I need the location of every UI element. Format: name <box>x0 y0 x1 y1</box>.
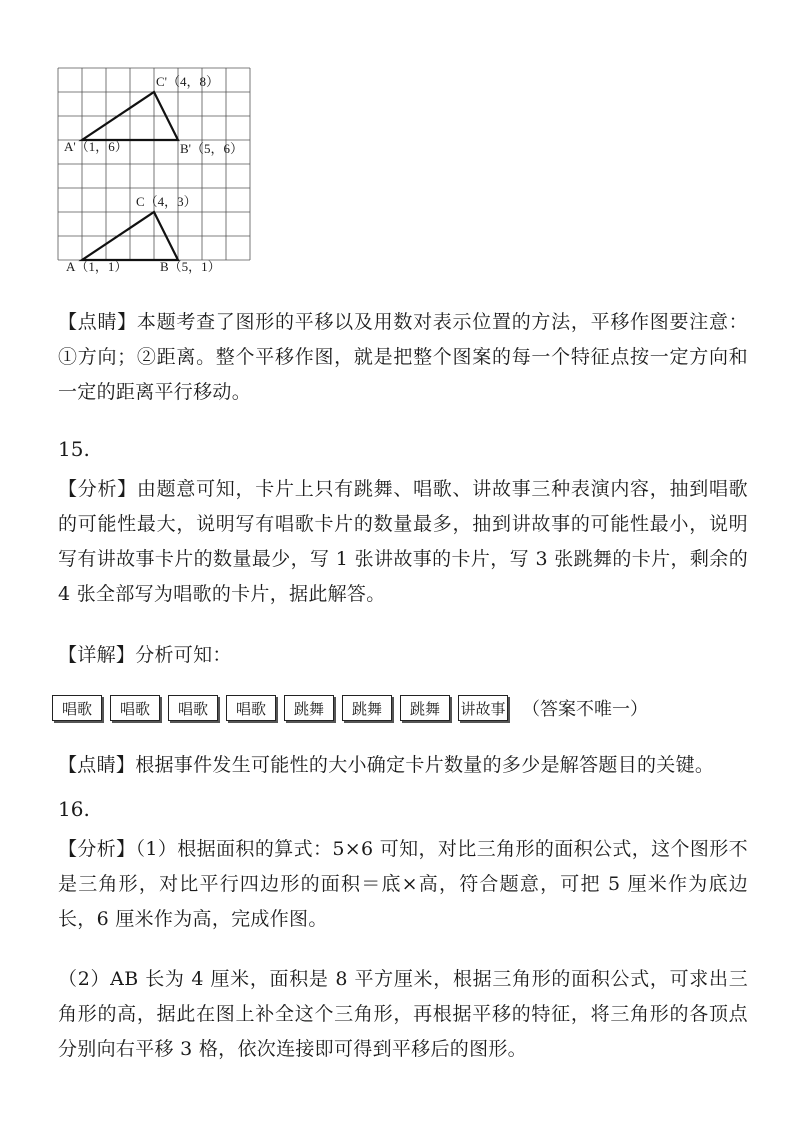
label-a-prime: A'（1，6） <box>64 139 128 154</box>
label-a: A（1，1） <box>66 259 128 274</box>
card-story: 讲故事 <box>458 695 508 721</box>
card-dance: 跳舞 <box>284 695 334 721</box>
card-sing: 唱歌 <box>110 695 160 721</box>
grid-svg <box>52 60 272 280</box>
q15-fenxi: 【分析】由题意可知，卡片上只有跳舞、唱歌、讲故事三种表演内容，抽到唱歌的可能性最大，说明写有唱歌卡片的数量最多，抽到讲故事的可能性最小，说明写有讲故事卡片的数量最少，写 1 张讲故事的卡片，写 3 张跳舞的卡片，剩余的 4 张全部写为唱歌的卡片，据此解答。 <box>58 478 748 605</box>
card-dance: 跳舞 <box>342 695 392 721</box>
q14-dianjing: 【点睛】本题考查了图形的平移以及用数对表示位置的方法，平移作图要注意：①方向；②距离。整个平移作图，就是把整个图案的每一个特征点按一定方向和一定的距离平行移动。 <box>58 311 748 403</box>
answer-note: （答案不唯一） <box>522 699 648 720</box>
card-dance: 跳舞 <box>400 695 450 721</box>
q15-xiangjie: 【详解】分析可知： <box>58 644 232 666</box>
card-sing: 唱歌 <box>226 695 276 721</box>
label-c-prime: C'（4，8） <box>156 74 220 89</box>
grid-lines <box>58 68 250 260</box>
q15-dianjing: 【点睛】根据事件发生可能性的大小确定卡片数量的多少是解答题目的关键。 <box>58 754 715 776</box>
answer-cards <box>52 690 648 726</box>
translation-grid-figure <box>52 60 272 280</box>
q15-number: 15. <box>58 437 90 461</box>
label-c: C（4，3） <box>136 194 197 209</box>
label-b: B（5，1） <box>160 259 221 274</box>
q16-fenxi-1: 【分析】（1）根据面积的算式：5×6 可知，对比三角形的面积公式，这个图形不是三角形，对比平行四边形的面积＝底×高，符合题意，可把 5 厘米作为底边长，6 厘米作为高，完成作图。 <box>58 838 748 930</box>
q16-fenxi-2: （2）AB 长为 4 厘米，面积是 8 平方厘米，根据三角形的面积公式，可求出三角形的高，据此在图上补全这个三角形，再根据平移的特征，将三角形的各顶点分别向右平移 3 格，依次连接即可得到平移后的图形。 <box>58 968 748 1060</box>
card-sing: 唱歌 <box>52 695 102 721</box>
label-b-prime: B'（5，6） <box>180 141 244 156</box>
q16-number: 16. <box>58 797 90 821</box>
card-sing: 唱歌 <box>168 695 218 721</box>
